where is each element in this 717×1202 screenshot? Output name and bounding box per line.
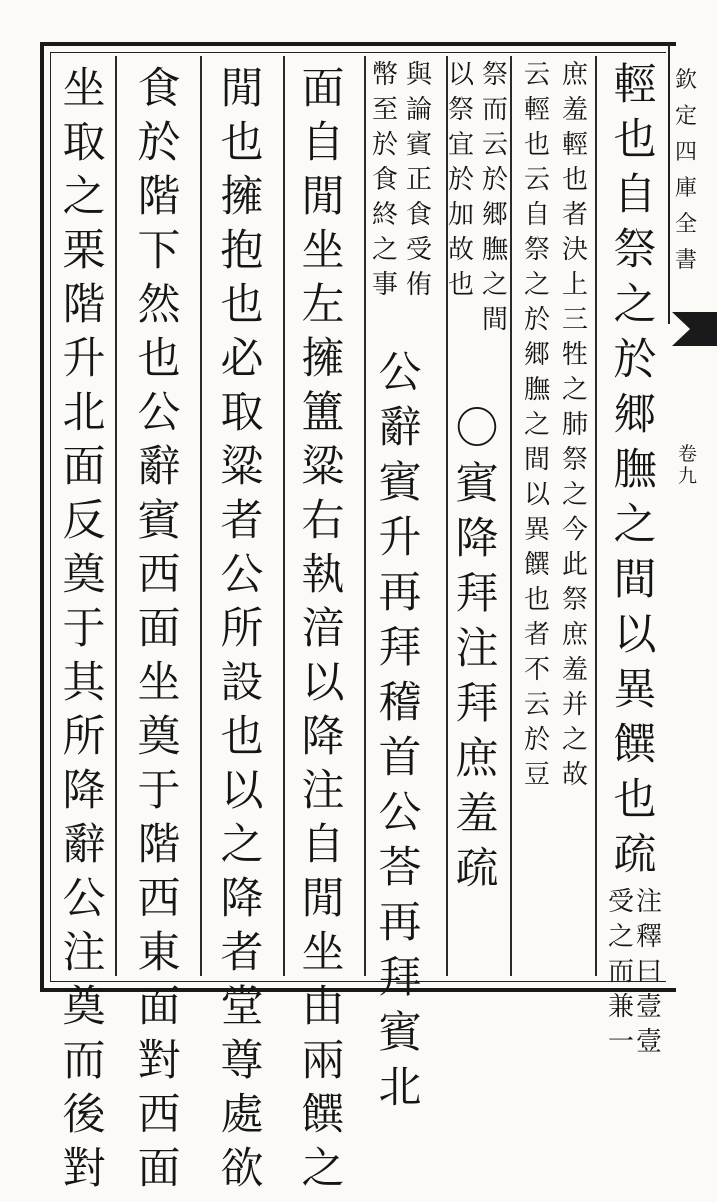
glyph: 食 <box>405 200 432 230</box>
glyph: 辭 <box>378 403 422 453</box>
glyph: 而 <box>608 957 635 987</box>
glyph: 於 <box>447 165 474 195</box>
glyph: 也 <box>561 165 588 195</box>
glyph: 於 <box>137 118 181 168</box>
glyph: 必 <box>220 334 264 384</box>
glyph: 此 <box>561 550 588 580</box>
glyph: 自 <box>523 200 550 230</box>
glyph: 注 <box>455 624 499 674</box>
glyph: 祭 <box>561 585 588 615</box>
glyph: 所 <box>62 712 106 762</box>
glyph: 注 <box>636 887 663 917</box>
glyph: 饌 <box>613 720 657 770</box>
glyph: 間 <box>523 445 550 475</box>
text-column-1 <box>608 60 663 1064</box>
glyph: 者 <box>220 496 264 546</box>
glyph: 肺 <box>561 410 588 440</box>
glyph: 然 <box>137 280 181 330</box>
annotation-line <box>608 889 634 1064</box>
glyph: 處 <box>220 1090 264 1140</box>
glyph: 公 <box>137 388 181 438</box>
glyph: 故 <box>561 760 588 790</box>
glyph: 坐 <box>301 928 345 978</box>
glyph: 公 <box>220 550 264 600</box>
glyph: 九 <box>678 465 698 487</box>
glyph: 牲 <box>561 340 588 370</box>
glyph: 之 <box>220 820 264 870</box>
main-text <box>455 404 499 903</box>
glyph: 正 <box>405 165 432 195</box>
glyph: 也 <box>447 270 474 300</box>
glyph: 欽 <box>675 68 698 93</box>
glyph: 于 <box>62 604 106 654</box>
glyph: 降 <box>455 514 499 564</box>
annotation-line <box>518 62 556 797</box>
glyph: 面 <box>137 982 181 1032</box>
glyph: 面 <box>301 64 345 114</box>
glyph: 賓 <box>455 459 499 509</box>
glyph: 注 <box>62 928 106 978</box>
glyph: 西 <box>137 874 181 924</box>
glyph: 降 <box>62 766 106 816</box>
glyph: 間 <box>613 555 657 605</box>
glyph: 郷 <box>613 390 657 440</box>
glyph: 祭 <box>523 235 550 265</box>
margin-rule <box>668 44 670 324</box>
glyph: 至 <box>371 95 398 125</box>
glyph: 粱 <box>301 442 345 492</box>
column-rule <box>283 56 285 976</box>
glyph: 庶 <box>561 60 588 90</box>
glyph: 者 <box>523 620 550 650</box>
glyph: 膴 <box>481 235 508 265</box>
glyph: 擁 <box>220 172 264 222</box>
glyph: 栗 <box>62 226 106 276</box>
glyph: 賓 <box>378 458 422 508</box>
glyph: 也 <box>220 118 264 168</box>
glyph: 之 <box>523 410 550 440</box>
column-rule <box>200 56 202 976</box>
glyph: 升 <box>62 334 106 384</box>
glyph: 反 <box>62 496 106 546</box>
glyph: 之 <box>561 375 588 405</box>
glyph: 也 <box>220 280 264 330</box>
glyph: 後 <box>62 1090 106 1140</box>
glyph: 擁 <box>301 334 345 384</box>
glyph: 宜 <box>447 130 474 160</box>
glyph: 一 <box>608 1027 635 1057</box>
glyph: 注 <box>301 766 345 816</box>
glyph: 堂 <box>220 982 264 1032</box>
glyph: 階 <box>62 280 106 330</box>
glyph: 受 <box>608 887 635 917</box>
glyph: 定 <box>675 104 698 129</box>
glyph: 受 <box>405 235 432 265</box>
glyph: 庶 <box>561 620 588 650</box>
text-column-4 <box>370 348 430 1122</box>
glyph: 坐 <box>137 658 181 708</box>
glyph: 東 <box>137 928 181 978</box>
glyph: 羞 <box>455 789 499 839</box>
glyph: 升 <box>378 513 422 563</box>
glyph: 以 <box>523 480 550 510</box>
glyph: 階 <box>137 820 181 870</box>
glyph: 辭 <box>137 442 181 492</box>
glyph: 者 <box>220 928 264 978</box>
glyph: 欲 <box>220 1144 264 1194</box>
annotation-line <box>556 62 594 797</box>
glyph: 以 <box>301 658 345 708</box>
glyph: 所 <box>220 604 264 654</box>
annotation-line <box>368 62 402 307</box>
glyph: 而 <box>62 1036 106 1086</box>
glyph: 庫 <box>675 176 698 201</box>
glyph: 西 <box>137 550 181 600</box>
glyph: 下 <box>137 226 181 276</box>
glyph: 上 <box>561 270 588 300</box>
glyph: 壹 <box>636 992 663 1022</box>
glyph: 今 <box>561 515 588 545</box>
glyph: 拜 <box>455 679 499 729</box>
glyph: 稽 <box>378 678 422 728</box>
glyph: 兩 <box>301 1036 345 1086</box>
glyph: 閒 <box>301 874 345 924</box>
glyph: 而 <box>481 95 508 125</box>
glyph: 荅 <box>378 843 422 893</box>
glyph: 拜 <box>378 953 422 1003</box>
glyph: 加 <box>447 200 474 230</box>
annotation-line <box>478 62 512 342</box>
glyph: 羞 <box>561 655 588 685</box>
text-column-2 <box>518 62 594 797</box>
glyph: 郷 <box>523 340 550 370</box>
glyph: 饌 <box>301 1090 345 1140</box>
glyph: 設 <box>220 658 264 708</box>
glyph: 異 <box>613 665 657 715</box>
glyph: 輕 <box>561 130 588 160</box>
glyph: 也 <box>523 585 550 615</box>
glyph: 釋 <box>636 922 663 952</box>
glyph: 湆 <box>301 604 345 654</box>
glyph: 於 <box>523 725 550 755</box>
glyph: 取 <box>62 118 106 168</box>
text-column-8 <box>55 64 113 1202</box>
glyph: 拜 <box>378 623 422 673</box>
glyph: 也 <box>137 334 181 384</box>
glyph: 執 <box>301 550 345 600</box>
glyph: 再 <box>378 568 422 618</box>
glyph: 曰 <box>636 957 663 987</box>
glyph: 食 <box>137 64 181 114</box>
glyph: 奠 <box>137 712 181 762</box>
glyph: 抱 <box>220 226 264 276</box>
glyph: 膴 <box>523 375 550 405</box>
glyph: 云 <box>523 690 550 720</box>
glyph: 對 <box>137 1036 181 1086</box>
glyph: 拜 <box>455 569 499 619</box>
fishtail-mark <box>672 312 717 346</box>
glyph: 祭 <box>613 225 657 275</box>
glyph: 閒 <box>301 172 345 222</box>
glyph: 由 <box>301 982 345 1032</box>
glyph: 奠 <box>62 550 106 600</box>
glyph: 膴 <box>613 445 657 495</box>
glyph: 侑 <box>405 270 432 300</box>
glyph: 也 <box>523 130 550 160</box>
glyph: 也 <box>613 115 657 165</box>
glyph: 論 <box>405 95 432 125</box>
glyph: 自 <box>301 118 345 168</box>
glyph: 簠 <box>301 388 345 438</box>
glyph: 者 <box>561 200 588 230</box>
glyph: 事 <box>371 270 398 300</box>
glyph: 以 <box>613 610 657 660</box>
glyph: 也 <box>220 712 264 762</box>
glyph: 以 <box>220 766 264 816</box>
glyph: 三 <box>561 305 588 335</box>
glyph: 兼 <box>608 992 635 1022</box>
glyph: 異 <box>523 515 550 545</box>
glyph: 之 <box>371 235 398 265</box>
glyph: 間 <box>481 305 508 335</box>
glyph: 食 <box>371 165 398 195</box>
glyph: 郷 <box>481 200 508 230</box>
text-column-3-annotation <box>444 62 512 342</box>
annotation-line <box>636 889 662 1064</box>
glyph: 北 <box>62 388 106 438</box>
glyph: 面 <box>137 1144 181 1194</box>
glyph: 降 <box>301 712 345 762</box>
glyph: 粱 <box>220 442 264 492</box>
glyph: 公 <box>62 874 106 924</box>
glyph: 不 <box>523 655 550 685</box>
glyph: 書 <box>675 248 698 273</box>
glyph: 之 <box>561 480 588 510</box>
margin-title <box>675 70 697 286</box>
glyph: 奠 <box>62 982 106 1032</box>
glyph: 公 <box>378 788 422 838</box>
glyph: 對 <box>62 1144 106 1194</box>
glyph: 自 <box>301 820 345 870</box>
glyph: 之 <box>523 270 550 300</box>
glyph: 取 <box>220 388 264 438</box>
glyph: 之 <box>481 270 508 300</box>
text-column-6 <box>211 64 273 1202</box>
text-column-5 <box>292 64 354 1202</box>
glyph: 輕 <box>613 60 657 110</box>
glyph: 也 <box>613 775 657 825</box>
glyph: 面 <box>137 604 181 654</box>
glyph: 羞 <box>561 95 588 125</box>
glyph: 賓 <box>378 1008 422 1058</box>
glyph: 豆 <box>523 760 550 790</box>
glyph: 之 <box>608 922 635 952</box>
glyph: 再 <box>378 898 422 948</box>
glyph: 云 <box>523 60 550 90</box>
glyph: 於 <box>523 305 550 335</box>
glyph: 坐 <box>62 64 106 114</box>
glyph: 面 <box>62 442 106 492</box>
glyph: 輕 <box>523 95 550 125</box>
glyph: 於 <box>613 335 657 385</box>
glyph: 於 <box>481 165 508 195</box>
glyph: 〇 <box>455 404 499 454</box>
glyph: 之 <box>613 500 657 550</box>
glyph: 北 <box>378 1063 422 1113</box>
glyph: 階 <box>137 172 181 222</box>
glyph: 與 <box>405 60 432 90</box>
glyph: 西 <box>137 1090 181 1140</box>
glyph: 終 <box>371 200 398 230</box>
glyph: 以 <box>447 60 474 90</box>
glyph: 之 <box>561 725 588 755</box>
glyph: 祭 <box>447 95 474 125</box>
glyph: 祭 <box>481 60 508 90</box>
glyph: 壹 <box>636 1027 663 1057</box>
glyph: 幣 <box>371 60 398 90</box>
glyph: 尊 <box>220 1036 264 1086</box>
glyph: 故 <box>447 235 474 265</box>
glyph: 卷 <box>678 443 698 465</box>
glyph: 辭 <box>62 820 106 870</box>
glyph: 賓 <box>137 496 181 546</box>
glyph: 并 <box>561 690 588 720</box>
glyph: 決 <box>561 235 588 265</box>
glyph: 疏 <box>455 844 499 894</box>
glyph: 云 <box>523 165 550 195</box>
glyph: 於 <box>371 130 398 160</box>
column-rule <box>115 56 117 976</box>
glyph: 降 <box>220 874 264 924</box>
glyph: 全 <box>675 212 698 237</box>
annotation-block <box>608 889 662 1064</box>
glyph: 自 <box>613 170 657 220</box>
annotation-line <box>444 62 478 342</box>
glyph: 左 <box>301 280 345 330</box>
text-column-7 <box>128 64 190 1202</box>
glyph: 公 <box>378 348 422 398</box>
column-rule <box>364 56 366 976</box>
glyph: 疏 <box>613 830 657 880</box>
glyph: 庶 <box>455 734 499 784</box>
glyph: 于 <box>137 766 181 816</box>
volume-label <box>678 445 697 489</box>
glyph: 首 <box>378 733 422 783</box>
main-text <box>613 60 657 889</box>
glyph: 祭 <box>561 445 588 475</box>
glyph: 閒 <box>220 64 264 114</box>
glyph: 之 <box>301 1144 345 1194</box>
glyph: 之 <box>613 280 657 330</box>
text-column-4-annotation <box>368 62 436 307</box>
text-column-3 <box>447 404 507 903</box>
glyph: 其 <box>62 658 106 708</box>
glyph: 賓 <box>405 130 432 160</box>
glyph: 云 <box>481 130 508 160</box>
glyph: 四 <box>675 140 698 165</box>
annotation-line <box>402 62 436 307</box>
glyph: 坐 <box>301 226 345 276</box>
glyph: 右 <box>301 496 345 546</box>
column-rule <box>595 56 597 976</box>
glyph: 饌 <box>523 550 550 580</box>
glyph: 之 <box>62 172 106 222</box>
